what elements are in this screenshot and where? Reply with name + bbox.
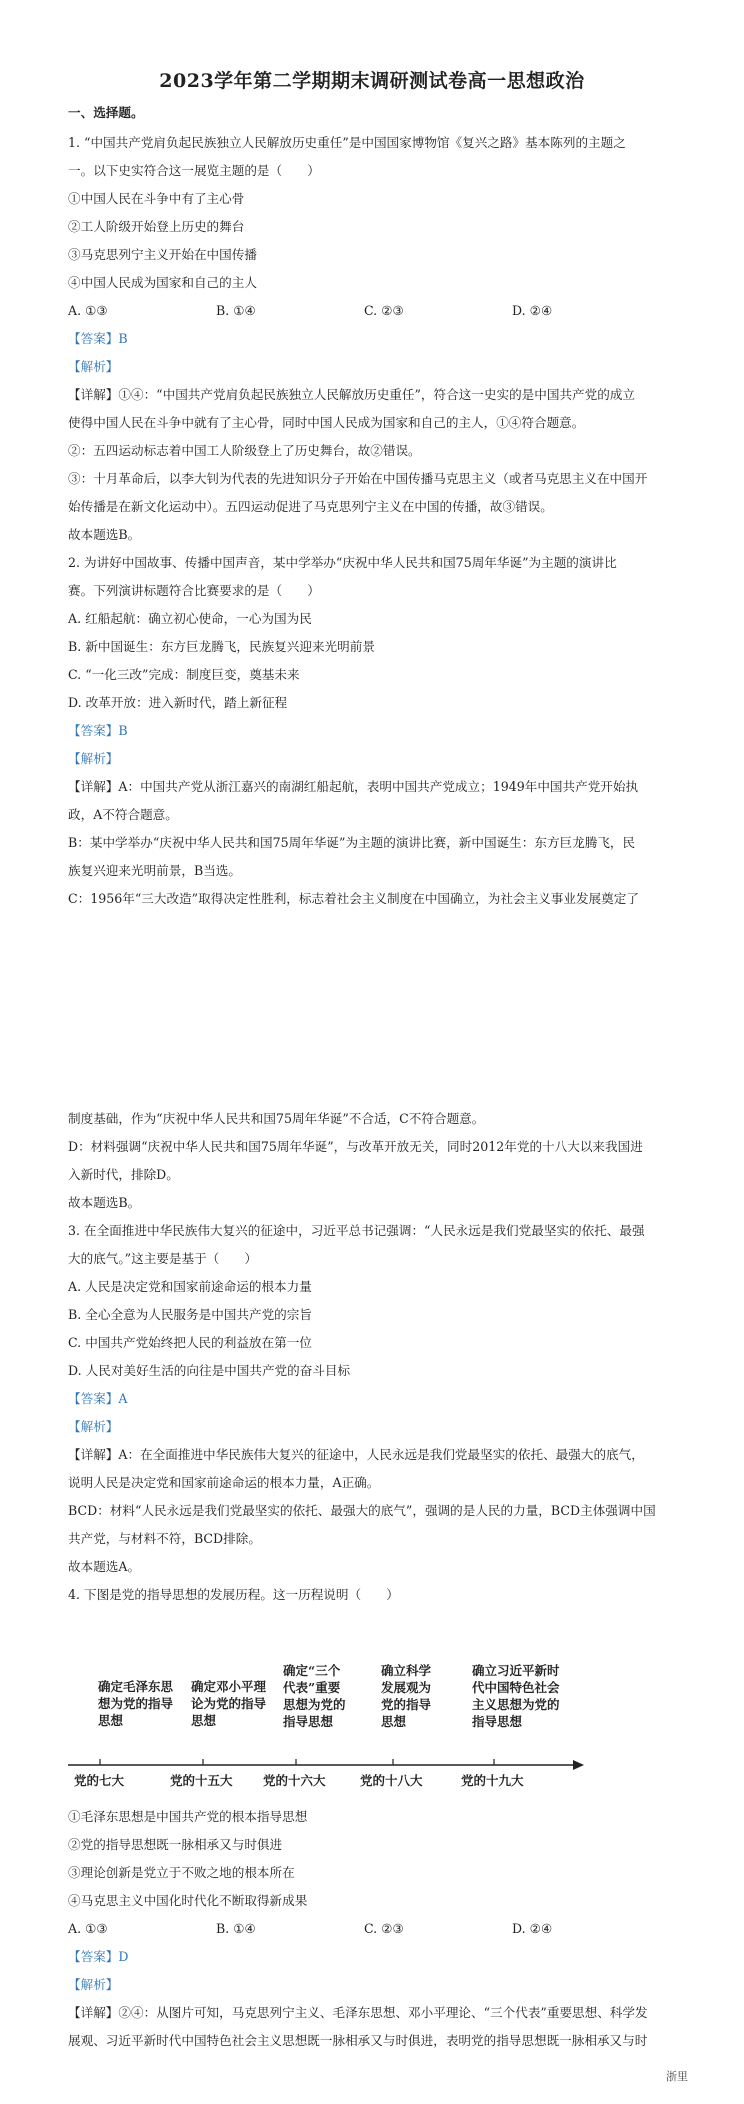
label-line: 确定“三个	[283, 1663, 341, 1678]
label-line: 发展观为	[381, 1680, 432, 1695]
q2-detail-cont-line: 制度基础，作为“庆祝中华人民共和国75周年华诞”不合适，C不符合题意。	[68, 1111, 485, 1126]
guiding-thought-timeline	[68, 1660, 588, 1790]
label-line: 主义思想为党的	[472, 1697, 560, 1712]
q4-item: ④马克思主义中国化时代化不断取得新成果	[68, 1893, 308, 1908]
label-line: 代表”重要	[283, 1680, 341, 1695]
q1-item: ③马克思列宁主义开始在中国传播	[68, 247, 257, 262]
q2-answer: 【答案】B	[68, 723, 128, 738]
timeline-label-scientific-outlook	[381, 1662, 431, 1730]
q3-option-b: B. 全心全意为人民服务是中国共产党的宗旨	[68, 1307, 312, 1322]
q1-item: ②工人阶级开始登上历史的舞台	[68, 219, 245, 234]
q1-detail-line: 始传播是在新文化运动中）。五四运动促进了马克思列宁主义在中国的传播，故③错误。	[68, 499, 553, 514]
q3-option-c: C. 中国共产党始终把人民的利益放在第一位	[68, 1335, 312, 1350]
q4-option-b: B. ①④	[216, 1921, 256, 1936]
q2-detail-line: 族复兴迎来光明前景，B当选。	[68, 863, 241, 878]
q2-detail-line: 【详解】A：中国共产党从浙江嘉兴的南湖红船起航，表明中国共产党成立；1949年中国共产党开始执	[68, 779, 639, 794]
q3-analysis-label: 【解析】	[68, 1419, 119, 1434]
q2-detail-cont-line: D：材料强调“庆祝中华人民共和国75周年华诞”，与改革开放无关，同时2012年党的十八大以来我国进	[68, 1139, 643, 1154]
q1-stem-line2: 一。以下史实符合这一展览主题的是（ ）	[68, 163, 320, 178]
q1-analysis-label: 【解析】	[68, 359, 119, 374]
doc-title: 2023学年第二学期期末调研测试卷高一思想政治	[159, 70, 585, 92]
q1-detail-line: ②：五四运动标志着中国工人阶级登上了历史舞台，故②错误。	[68, 443, 421, 458]
footer-watermark: 浙里	[666, 2070, 688, 2083]
label-line: 指导思想	[283, 1714, 334, 1729]
q4-answer: 【答案】D	[68, 1949, 129, 1964]
q2-detail-cont-line: 入新时代，排除D。	[68, 1167, 179, 1182]
q1-detail-line: 故本题选B。	[68, 527, 141, 542]
q3-detail-line: 【详解】A：在全面推进中华民族伟大复兴的征途中，人民永远是我们党最坚实的依托、最强大的底气，	[68, 1447, 644, 1462]
q2-option-b: B. 新中国诞生：东方巨龙腾飞，民族复兴迎来光明前景	[68, 639, 375, 654]
timeline-label-mao	[98, 1678, 173, 1729]
q4-detail-line: 展观、习近平新时代中国特色社会主义思想既一脉相承又与时俱进，表明党的指导思想既一脉相承又与时	[68, 2033, 648, 2048]
q3-option-a: A. 人民是决定党和国家前途命运的根本力量	[68, 1279, 312, 1294]
q2-stem-line1: 2. 为讲好中国故事、传播中国声音，某中学举办“庆祝中华人民共和国75周年华诞”为主题的演讲比	[68, 555, 617, 570]
q3-detail-line: 共产党，与材料不符，BCD排除。	[68, 1531, 261, 1546]
q1-item: ①中国人民在斗争中有了主心骨	[68, 191, 245, 206]
q1-option-a: A. ①③	[68, 303, 108, 318]
label-line: 思想	[191, 1713, 217, 1728]
q4-item: ②党的指导思想既一脉相承又与时俱进	[68, 1837, 283, 1852]
label-line: 思想	[381, 1714, 407, 1729]
label-line: 想为党的指导	[98, 1696, 174, 1711]
q4-option-a: A. ①③	[68, 1921, 108, 1936]
timeline-tick-label: 党的十六大	[263, 1773, 326, 1788]
q2-stem-line2: 赛。下列演讲标题符合比赛要求的是（ ）	[68, 583, 320, 598]
q2-detail-line: B：某中学举办“庆祝中华人民共和国75周年华诞”为主题的演讲比赛，新中国诞生：东方巨龙腾飞，民	[68, 835, 636, 850]
q4-analysis-label: 【解析】	[68, 1977, 119, 1992]
label-line: 确定邓小平理	[191, 1679, 267, 1694]
label-line: 党的指导	[381, 1697, 432, 1712]
q3-stem-line1: 3. 在全面推进中华民族伟大复兴的征途中，习近平总书记强调：“人民永远是我们党最坚实的依托、最强	[68, 1223, 645, 1238]
q2-option-d: D. 改革开放：进入新时代，踏上新征程	[68, 695, 288, 710]
q1-answer: 【答案】B	[68, 331, 128, 346]
q2-detail-line: 政，A不符合题意。	[68, 807, 178, 822]
timeline-tick-label: 党的七大	[74, 1773, 125, 1788]
q4-option-d: D. ②④	[512, 1921, 553, 1936]
q4-detail-line: 【详解】②④：从图片可知，马克思列宁主义、毛泽东思想、邓小平理论、“三个代表”重要思想、科学发	[68, 2005, 648, 2020]
timeline-label-deng	[191, 1678, 266, 1729]
q4-item: ①毛泽东思想是中国共产党的根本指导思想	[68, 1809, 308, 1824]
q2-option-a: A. 红船起航：确立初心使命，一心为国为民	[68, 611, 312, 626]
timeline-arrow-icon	[573, 1760, 584, 1770]
q3-option-d: D. 人民对美好生活的向往是中国共产党的奋斗目标	[68, 1363, 351, 1378]
timeline-tick-label: 党的十五大	[170, 1773, 233, 1788]
q2-analysis-label: 【解析】	[68, 751, 119, 766]
label-line: 确立科学	[381, 1663, 432, 1678]
q3-detail-line: BCD：材料“人民永远是我们党最坚实的依托、最强大的底气”，强调的是人民的力量，BCD主体强调中国	[68, 1503, 656, 1518]
q1-detail-line: 使得中国人民在斗争中就有了主心骨，同时中国人民成为国家和自己的主人，①④符合题意。	[68, 415, 585, 430]
label-line: 确立习近平新时	[472, 1663, 560, 1678]
q4-option-c: C. ②③	[364, 1921, 404, 1936]
q4-item: ③理论创新是党立于不败之地的根本所在	[68, 1865, 295, 1880]
q4-stem: 4. 下图是党的指导思想的发展历程。这一历程说明（ ）	[68, 1587, 399, 1602]
label-line: 论为党的指导	[191, 1696, 267, 1711]
label-line: 思想	[98, 1713, 124, 1728]
q2-option-c: C. “一化三改”完成：制度巨变，奠基未来	[68, 667, 300, 682]
q1-option-d: D. ②④	[512, 303, 553, 318]
timeline-label-three-represents	[283, 1662, 346, 1730]
label-line: 代中国特色社会	[472, 1680, 560, 1695]
q2-detail-line: C：1956年“三大改造”取得决定性胜利，标志着社会主义制度在中国确立，为社会主义事业发展奠定了	[68, 891, 639, 906]
q1-item: ④中国人民成为国家和自己的主人	[68, 275, 257, 290]
q3-stem-line2: 大的底气。”这主要是基于（ ）	[68, 1251, 258, 1266]
timeline-tick-label: 党的十八大	[360, 1773, 423, 1788]
q1-detail-line: ③：十月革命后，以李大钊为代表的先进知识分子开始在中国传播马克思主义（或者马克思主义在中国开	[68, 471, 648, 486]
label-line: 确定毛泽东思	[98, 1679, 174, 1694]
timeline-label-xi-thought	[472, 1662, 560, 1730]
q2-detail-cont-line: 故本题选B。	[68, 1195, 141, 1210]
q1-detail-line: 【详解】①④：“中国共产党肩负起民族独立人民解放历史重任”，符合这一史实的是中国共产党的成立	[68, 387, 636, 402]
q1-option-b: B. ①④	[216, 303, 256, 318]
q1-option-c: C. ②③	[364, 303, 404, 318]
section-heading: 一、选择题。	[68, 105, 144, 120]
q3-detail-line: 说明人民是决定党和国家前途命运的根本力量，A正确。	[68, 1475, 380, 1490]
timeline-tick-label: 党的十九大	[461, 1773, 524, 1788]
q3-answer: 【答案】A	[68, 1391, 128, 1406]
label-line: 指导思想	[472, 1714, 523, 1729]
q1-stem-line1: 1. “中国共产党肩负起民族独立人民解放历史重任”是中国国家博物馆《复兴之路》基本陈列的主题之	[68, 135, 626, 150]
label-line: 思想为党的	[283, 1697, 346, 1712]
q3-detail-line: 故本题选A。	[68, 1559, 141, 1574]
